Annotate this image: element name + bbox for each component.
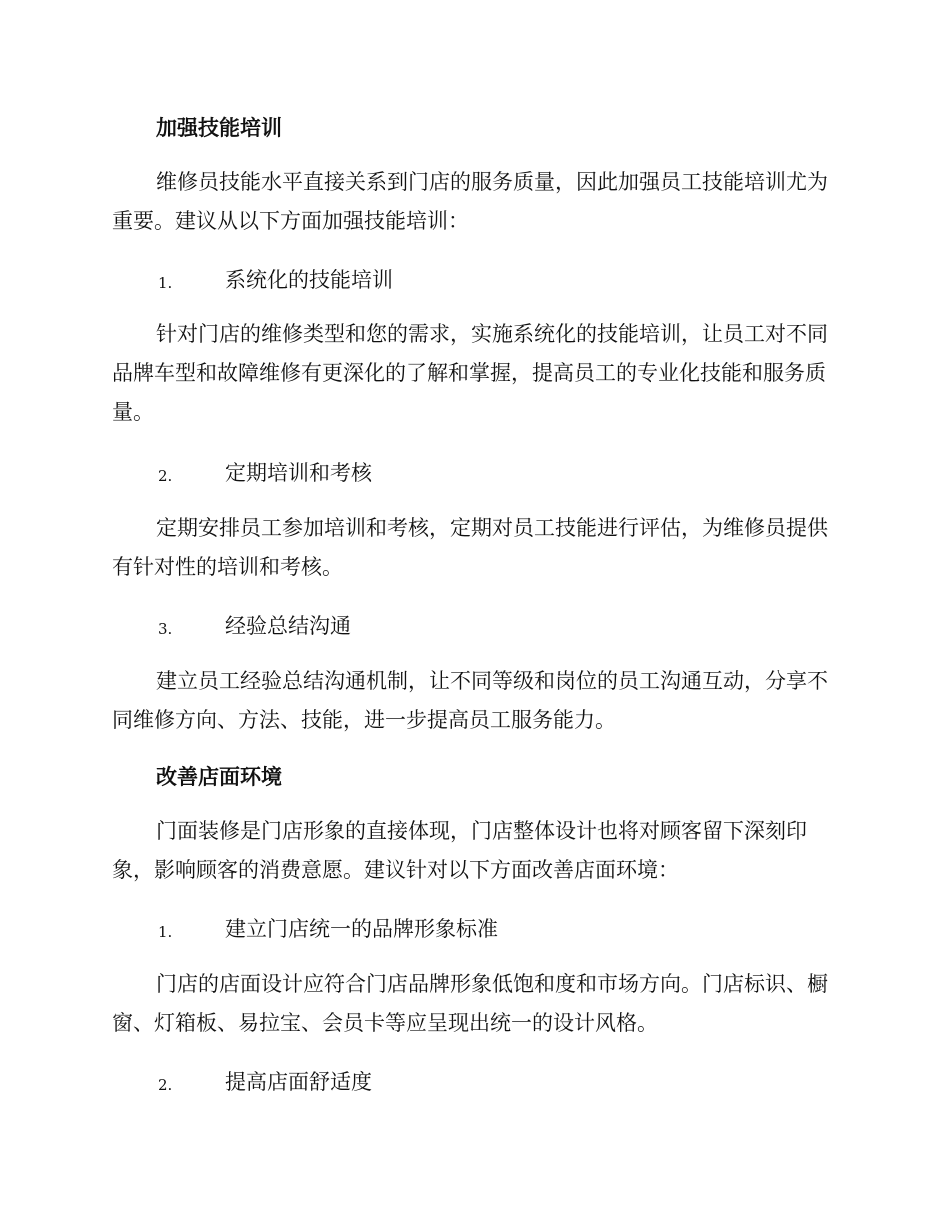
- list-item-number: 3.: [158, 620, 173, 638]
- list-item-body: 定期安排员工参加培训和考核，定期对员工技能进行评估，为维修员提供有针对性的培训和考核。: [112, 516, 828, 579]
- section-intro: 门面装修是门店形象的直接体现，门店整体设计也将对顾客留下深刻印象，影响顾客的消费意愿。建议针对以下方面改善店面环境：: [112, 819, 807, 882]
- list-item-title: 提高店面舒适度: [225, 1070, 372, 1094]
- list-item-number: 1.: [158, 274, 173, 292]
- section-heading: 改善店面环境: [156, 764, 282, 789]
- list-item-number: 2.: [158, 467, 173, 485]
- section-intro: 维修员技能水平直接关系到门店的服务质量，因此加强员工技能培训尤为重要。建议从以下方面加强技能培训：: [112, 170, 828, 233]
- section-heading: 加强技能培训: [156, 115, 282, 140]
- list-item-title: 系统化的技能培训: [225, 268, 393, 292]
- list-item-number: 1.: [158, 923, 173, 941]
- list-item-number: 2.: [158, 1076, 173, 1094]
- list-item-body: 门店的店面设计应符合门店品牌形象低饱和度和市场方向。门店标识、橱窗、灯箱板、易拉宝、会员卡等应呈现出统一的设计风格。: [112, 972, 828, 1035]
- list-item-body: 针对门店的维修类型和您的需求，实施系统化的技能培训，让员工对不同品牌车型和故障维修有更深化的了解和掌握，提高员工的专业化技能和服务质量。: [112, 322, 828, 424]
- list-item-title: 定期培训和考核: [225, 461, 372, 485]
- list-item-title: 建立门店统一的品牌形象标准: [225, 917, 498, 941]
- list-item-title: 经验总结沟通: [225, 614, 351, 638]
- list-item-body: 建立员工经验总结沟通机制，让不同等级和岗位的员工沟通互动，分享不同维修方向、方法、技能，进一步提高员工服务能力。: [112, 669, 828, 732]
